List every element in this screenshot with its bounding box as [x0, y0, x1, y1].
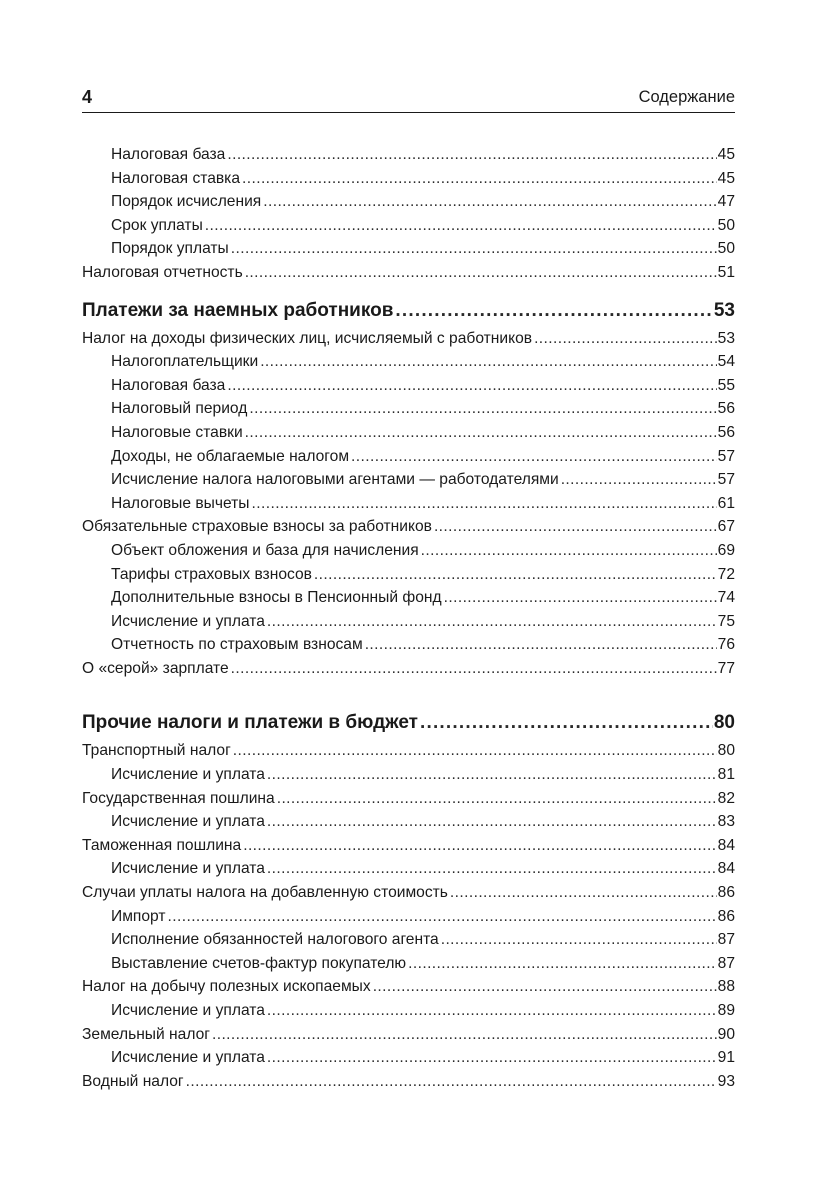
- dot-leader: [444, 586, 717, 610]
- toc-subentry[interactable]: [82, 999, 735, 1023]
- entry-page-number: 93: [717, 1072, 735, 1090]
- toc-subentry[interactable]: [82, 905, 735, 929]
- dot-leader: [231, 657, 717, 681]
- dot-leader: [267, 999, 717, 1023]
- toc-subentry[interactable]: [82, 445, 735, 469]
- entry-title: Исчисление и уплата: [111, 612, 265, 630]
- toc-subentry[interactable]: [82, 143, 735, 167]
- toc-subentry[interactable]: [82, 952, 735, 976]
- toc-entry[interactable]: [82, 327, 735, 351]
- toc-subentry[interactable]: [82, 810, 735, 834]
- dot-leader: [249, 397, 716, 421]
- dot-leader: [252, 492, 717, 516]
- toc-entry[interactable]: [82, 515, 735, 539]
- entry-page-number: 84: [717, 836, 735, 854]
- entry-page-number: 77: [717, 659, 735, 677]
- entry-title: Государственная пошлина: [82, 789, 275, 807]
- toc-subentry[interactable]: [82, 468, 735, 492]
- entry-title: Исчисление и уплата: [111, 1002, 265, 1019]
- dot-leader: [267, 610, 717, 634]
- entry-title: Налоговая база: [111, 376, 226, 394]
- dot-leader: [245, 421, 717, 445]
- entry-title: О «серой» зарплате: [82, 659, 229, 677]
- entry-title: Земельный налог: [82, 1025, 210, 1043]
- entry-page-number: 57: [717, 447, 735, 465]
- dot-leader: [450, 881, 717, 905]
- toc-subentry[interactable]: [82, 763, 735, 787]
- dot-leader: [267, 1046, 717, 1070]
- toc-subentry[interactable]: [82, 492, 735, 516]
- entry-title: Исчисление и уплата: [111, 813, 265, 831]
- dot-leader: [365, 633, 717, 657]
- entry-page-number: 86: [717, 907, 735, 925]
- section-title: Прочие налоги и платежи в бюджет: [82, 712, 418, 734]
- entry-page-number: 51: [717, 263, 735, 281]
- entry-page-number: 47: [717, 193, 735, 211]
- entry-page-number: 72: [717, 565, 735, 583]
- dot-leader: [434, 515, 717, 539]
- entry-page-number: 86: [717, 884, 735, 902]
- toc-entry[interactable]: [82, 1023, 735, 1047]
- toc-subentry[interactable]: [82, 190, 735, 214]
- entry-page-number: 75: [717, 612, 735, 630]
- toc-subentry[interactable]: [82, 633, 735, 657]
- dot-leader: [561, 468, 717, 492]
- dot-leader: [242, 167, 717, 191]
- toc-subentry[interactable]: [82, 539, 735, 563]
- entry-page-number: 45: [717, 169, 735, 187]
- toc-block: [82, 739, 735, 1093]
- entry-page-number: 53: [717, 329, 735, 347]
- entry-title: Обязательные страховые взносы за работников: [82, 518, 432, 536]
- dot-leader: [267, 810, 717, 834]
- toc-block: [82, 327, 735, 681]
- entry-page-number: 76: [717, 636, 735, 654]
- dot-leader: [227, 374, 716, 398]
- entry-title: Налог на доходы физических лиц, исчисляемый с работников: [82, 329, 533, 347]
- entry-title: Дополнительные взносы в Пенсионный фонд: [111, 589, 442, 607]
- entry-title: Исчисление налога налоговыми агентами — работодателями: [111, 471, 559, 489]
- toc-entry[interactable]: [82, 881, 735, 905]
- entry-page-number: 50: [717, 216, 735, 234]
- entry-title: Исчисление и уплата: [111, 860, 265, 878]
- entry-title: Налоговый период: [111, 400, 248, 418]
- entry-page-number: 80: [717, 742, 735, 760]
- running-header: [82, 86, 735, 113]
- entry-page-number: 84: [717, 860, 735, 878]
- entry-title: Водный налог: [82, 1072, 184, 1090]
- dot-leader: [267, 857, 717, 881]
- dot-leader: [233, 739, 717, 763]
- entry-title: Срок уплаты: [111, 216, 203, 234]
- toc-entry[interactable]: [82, 657, 735, 681]
- toc-entry[interactable]: [82, 739, 735, 763]
- entry-title: Импорт: [111, 907, 166, 925]
- toc-entry[interactable]: [82, 834, 735, 858]
- toc-subentry[interactable]: [82, 586, 735, 610]
- entry-page-number: 87: [717, 954, 735, 972]
- dot-leader: [314, 563, 717, 587]
- entry-title: Исполнение обязанностей налогового агента: [111, 931, 439, 949]
- toc-subentry[interactable]: [82, 857, 735, 881]
- entry-title: Налогоплательщики: [111, 353, 259, 371]
- dot-leader: [231, 237, 717, 261]
- entry-page-number: 54: [717, 353, 735, 371]
- entry-page-number: 55: [717, 376, 735, 394]
- entry-title: Налоговая отчетность: [82, 263, 243, 281]
- dot-leader: [263, 190, 716, 214]
- entry-title: Доходы, не облагаемые налогом: [111, 447, 350, 465]
- toc-section-heading[interactable]: [82, 295, 735, 327]
- entry-title: Налоговая база: [111, 146, 226, 163]
- entry-page-number: 56: [717, 400, 735, 418]
- section-page-number: 80: [713, 712, 735, 734]
- entry-title: Налоговая ставка: [111, 169, 241, 187]
- entry-title: Тарифы страховых взносов: [111, 565, 312, 583]
- entry-title: Порядок исчисления: [111, 193, 262, 211]
- dot-leader: [245, 261, 717, 285]
- entry-title: Объект обложения и база для начисления: [111, 541, 419, 559]
- dot-leader: [351, 445, 717, 469]
- dot-leader: [260, 350, 716, 374]
- entry-title: Налоговые ставки: [111, 423, 243, 441]
- toc-subentry[interactable]: [82, 237, 735, 261]
- section-page-number: 53: [713, 299, 735, 321]
- page-number: 4: [82, 87, 93, 107]
- toc-entry[interactable]: [82, 787, 735, 811]
- entry-page-number: 45: [717, 146, 735, 163]
- dot-leader: [441, 928, 717, 952]
- entry-page-number: 91: [717, 1049, 735, 1067]
- dot-leader: [420, 707, 713, 739]
- entry-title: Порядок уплаты: [111, 240, 229, 258]
- entry-page-number: 69: [717, 541, 735, 559]
- toc-entry[interactable]: [82, 261, 735, 285]
- toc-subentry[interactable]: [82, 563, 735, 587]
- entry-title: Налог на добычу полезных ископаемых: [82, 978, 371, 996]
- entry-title: Исчисление и уплата: [111, 766, 265, 784]
- dot-leader: [212, 1023, 717, 1047]
- entry-page-number: 83: [717, 813, 735, 831]
- toc-subentry[interactable]: [82, 167, 735, 191]
- dot-leader: [227, 143, 716, 167]
- toc-subentry[interactable]: [82, 928, 735, 952]
- toc-subentry[interactable]: [82, 610, 735, 634]
- entry-page-number: 82: [717, 789, 735, 807]
- entry-page-number: 56: [717, 423, 735, 441]
- section-title: Платежи за наемных работников: [82, 299, 394, 321]
- entry-page-number: 61: [717, 494, 735, 512]
- entry-title: Выставление счетов-фактур покупателю: [111, 954, 407, 972]
- toc-entry[interactable]: [82, 1070, 735, 1094]
- toc-subentry[interactable]: [82, 214, 735, 238]
- entry-title: Таможенная пошлина: [82, 836, 242, 854]
- entry-page-number: 90: [717, 1025, 735, 1043]
- entry-page-number: 88: [717, 978, 735, 996]
- entry-title: Отчетность по страховым взносам: [111, 636, 363, 654]
- entry-page-number: 81: [717, 766, 735, 784]
- entry-page-number: 89: [717, 1002, 735, 1019]
- entry-page-number: 74: [717, 589, 735, 607]
- toc-subentry[interactable]: [82, 397, 735, 421]
- toc-subentry[interactable]: [82, 1046, 735, 1070]
- toc-entry[interactable]: [82, 975, 735, 999]
- entry-page-number: 57: [717, 471, 735, 489]
- toc-block: [82, 143, 735, 285]
- toc-subentry[interactable]: [82, 350, 735, 374]
- dot-leader: [395, 295, 712, 327]
- dot-leader: [408, 952, 717, 976]
- entry-page-number: 87: [717, 931, 735, 949]
- dot-leader: [168, 905, 717, 929]
- dot-leader: [267, 763, 717, 787]
- entry-title: Случаи уплаты налога на добавленную стоимость: [82, 884, 448, 902]
- entry-title: Исчисление и уплата: [111, 1049, 265, 1067]
- toc-subentry[interactable]: [82, 374, 735, 398]
- running-title: Содержание: [638, 88, 735, 106]
- dot-leader: [205, 214, 717, 238]
- dot-leader: [243, 834, 716, 858]
- toc-section-heading[interactable]: [82, 707, 735, 739]
- dot-leader: [277, 787, 717, 811]
- entry-page-number: 67: [717, 518, 735, 536]
- entry-page-number: 50: [717, 240, 735, 258]
- dot-leader: [421, 539, 717, 563]
- dot-leader: [534, 327, 717, 351]
- table-of-contents: [82, 143, 735, 1093]
- toc-subentry[interactable]: [82, 421, 735, 445]
- dot-leader: [186, 1070, 717, 1094]
- entry-title: Транспортный налог: [82, 742, 231, 760]
- entry-title: Налоговые вычеты: [111, 494, 250, 512]
- dot-leader: [373, 975, 717, 999]
